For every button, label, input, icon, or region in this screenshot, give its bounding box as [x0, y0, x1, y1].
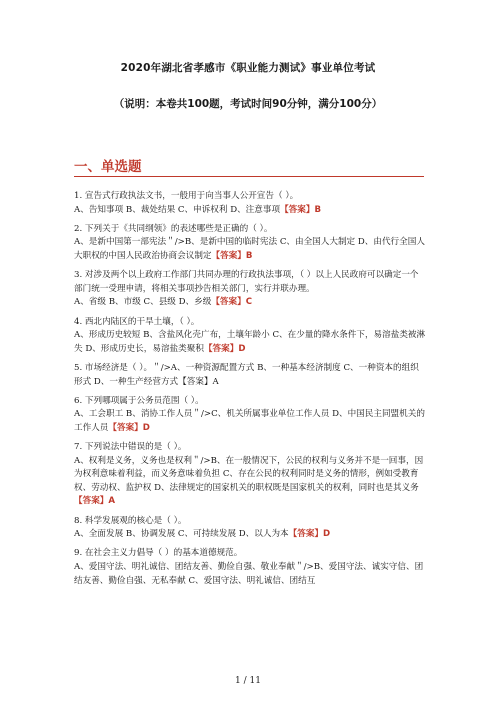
section-divider [74, 176, 424, 177]
question-item [74, 362, 426, 389]
question-item [74, 395, 426, 436]
question-stem: 5. 市场经济是（ ）。＂/>A、一种资源配置方式 B、一种基本经济制度 C、一种资本的组织形式 D、一种生产经营方式 [74, 362, 419, 387]
question-item [74, 515, 426, 542]
question-stem: 8. 科学发展观的核心是（ ）。 [74, 515, 187, 526]
question-options: A、爱国守法、明礼诚信、团结友善、勤俭自强、敬业奉献＂/>B、爱国守法、诚实守信、团结友善、勤俭自强、无私奉献 C、爱国守法、明礼诚信、团结互 [74, 562, 424, 586]
section-heading: 一、单选题 [74, 159, 142, 175]
question-item [74, 190, 426, 217]
question-answer: 【答案】B [280, 204, 321, 215]
question-item [74, 441, 426, 509]
question-stem: 9. 在社会主义力倡导（ ）的基本道德规范。 [74, 548, 243, 559]
question-options: A、告知事项 B、裁处结果 C、申诉权利 D、注意事项 [74, 204, 281, 215]
question-stem: 2. 下列关于《共同纲领》的表述哪些是正确的（ ）。 [74, 223, 273, 234]
question-options: A、形成历史较短 B、含盐风化壳广布，土壤年龄小 C、在少量的降水条件下，易溶盐类被淋失 D、形成历史长，易溶盐类聚积 [74, 330, 426, 354]
question-answer: 【答案】A [178, 376, 219, 387]
question-stem: 7. 下列说法中错误的是（ ）。 [74, 442, 187, 453]
question-answer: 【答案】D [288, 529, 331, 540]
question-answer: 【答案】A [74, 496, 116, 507]
question-answer: 【答案】D [203, 343, 246, 354]
question-item [74, 547, 426, 588]
question-answer: 【答案】B [211, 250, 253, 261]
question-stem: 1. 宣告式行政执法文书，一般用于向当事人公开宣告（ ）。 [74, 191, 299, 201]
question-item [74, 316, 426, 357]
document-subtitle: （说明：本卷共100题，考试时间90分钟，满分100分） [113, 98, 383, 110]
question-answer: 【答案】D [108, 422, 150, 433]
question-options: A、省级 B、市级 C、县级 D、乡级 [74, 297, 212, 308]
question-item [74, 269, 426, 310]
question-options: A、是新中国第一部宪法＂/>B、是新中国的临时宪法 C、由全国人大制定 D、由代行全国人大职权的中国人民政治协商会议制定 [74, 237, 425, 261]
question-answer: 【答案】C [211, 297, 252, 308]
page-number: 1 / 11 [235, 676, 261, 686]
question-stem: 4. 西北内陆区的干旱土壤，（ ）。 [74, 316, 200, 327]
question-item [74, 223, 426, 264]
document-title: 2020年湖北省孝感市《职业能力测试》事业单位考试 [120, 62, 376, 74]
question-list [74, 190, 426, 594]
question-stem: 3. 对涉及两个以上政府工作部门共同办理的行政执法事项，（ ）以上人民政府可以确定一个部门统一受理申请，将相关事项抄告相关部门，实行并联办理。 [74, 270, 419, 294]
question-options: A、工会职工 B、消协工作人员＂/>C、机关所属事业单位工作人员 D、中国民主同盟机关的工作人员 [74, 409, 425, 433]
question-stem: 6. 下列哪项属于公务员范围（ ）。 [74, 395, 204, 406]
question-options: A、全面发展 B、协调发展 C、可持续发展 D、以人为本 [74, 529, 289, 540]
question-options: A、权利是义务，义务也是权利＂/>B、在一般情况下，公民的权利与义务并不是一回事，因为权利意味着利益，而义务意味着负担 C、存在公民的权利同时是义务的情形，例如受教育权、劳动权、监护权 D、法律规定的国家机关的职权既是国家机关的权利，同时也是其义务 [74, 455, 424, 493]
